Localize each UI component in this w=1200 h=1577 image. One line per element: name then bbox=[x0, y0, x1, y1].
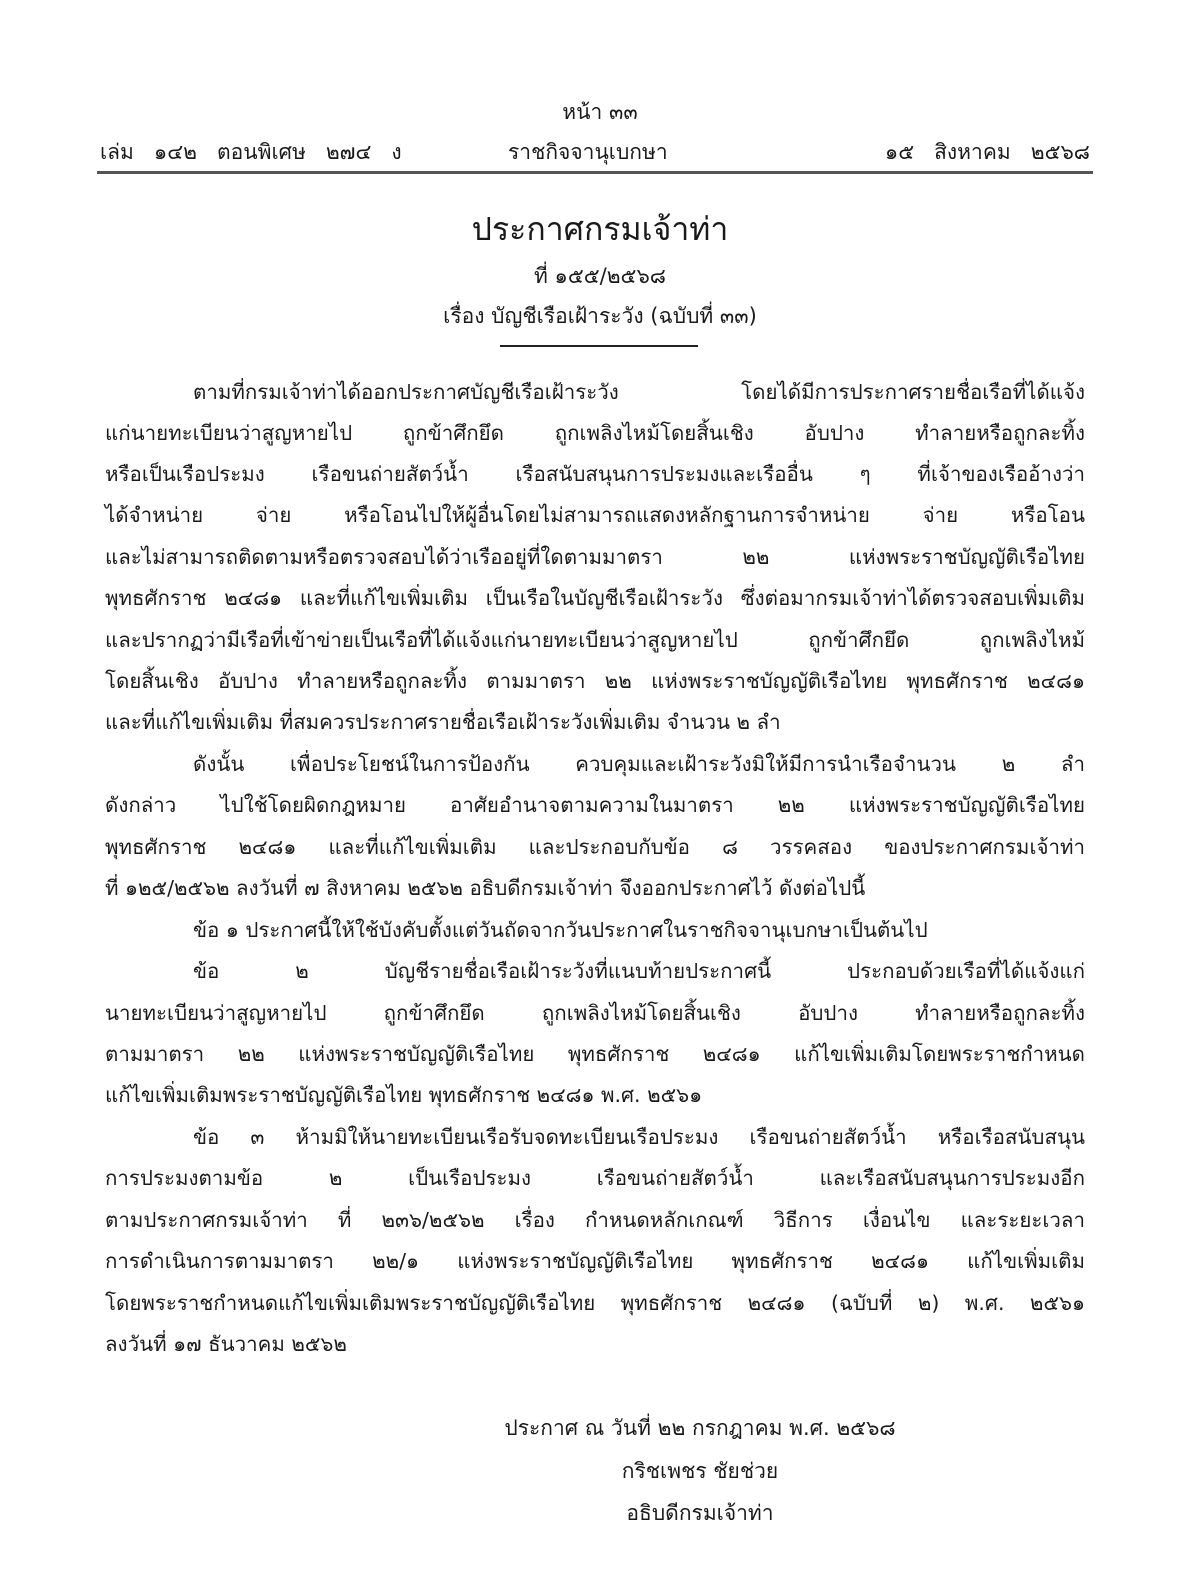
body-line: ลงวันที่ ๑๗ ธันวาคม ๒๕๖๒ bbox=[105, 1332, 347, 1356]
body-line: ตามมาตรา ๒๒ แห่งพระราชบัญญัติเรือไทย พุทธศักราช ๒๔๘๑ แก้ไขเพิ่มเติมโดยพระราชกำหนด bbox=[105, 1042, 1085, 1066]
announcement-subject: เรื่อง บัญชีเรือเฝ้าระวัง (ฉบับที่ ๓๓) bbox=[443, 304, 757, 328]
body-line: ดังนั้น เพื่อประโยชน์ในการป้องกัน ควบคุมและเฝ้าระวังมิให้มีการนำเรือจำนวน ๒ ลำ bbox=[193, 752, 1085, 776]
clause-2: ข้อ ๒ บัญชีรายชื่อเรือเฝ้าระวังที่แนบท้ายประกาศนี้ ประกอบด้วยเรือที่ได้แจ้งแก่ bbox=[193, 959, 1085, 983]
body-line: พุทธศักราช ๒๔๘๑ และที่แก้ไขเพิ่มเติม เป็นเรือในบัญชีเรือเฝ้าระวัง ซึ่งต่อมากรมเจ้าท่าได้ตรวจสอบเพิ่มเติม bbox=[105, 586, 1085, 610]
body-line: และที่แก้ไขเพิ่มเติม ที่สมควรประกาศรายชื่อเรือเฝ้าระวังเพิ่มเติม จำนวน ๒ ลำ bbox=[105, 710, 781, 734]
title-divider bbox=[500, 345, 698, 347]
body-line: หรือเป็นเรือประมง เรือขนถ่ายสัตว์น้ำ เรือสนับสนุนการประมงและเรืออื่น ๆ ที่เจ้าของเรืออ้างว่า bbox=[105, 462, 1085, 486]
header-divider bbox=[97, 171, 1093, 174]
gazette-name: ราชกิจจานุเบกษา bbox=[508, 140, 668, 164]
body-line: ตามประกาศกรมเจ้าท่า ที่ ๒๓๖/๒๕๖๒ เรื่อง กำหนดหลักเกณฑ์ วิธีการ เงื่อนไข และระยะเวลา bbox=[105, 1208, 1085, 1232]
body-line: ตามที่กรมเจ้าท่าได้ออกประกาศบัญชีเรือเฝ้าระวัง โดยได้มีการประกาศรายชื่อเรือที่ได้แจ้ง bbox=[193, 380, 1085, 404]
body-line: นายทะเบียนว่าสูญหายไป ถูกข้าศึกยึด ถูกเพลิงไหม้โดยสิ้นเชิง อับปาง ทำลายหรือถูกละทิ้ง bbox=[105, 1001, 1085, 1025]
gazette-header bbox=[100, 136, 1090, 166]
body-line: ที่ ๑๒๕/๒๕๖๒ ลงวันที่ ๗ สิงหาคม ๒๕๖๒ อธิบดีกรมเจ้าท่า จึงออกประกาศไว้ ดังต่อไปนี้ bbox=[105, 876, 866, 900]
clause-1: ข้อ ๑ ประกาศนี้ให้ใช้บังคับตั้งแต่วันถัดจากวันประกาศในราชกิจจานุเบกษาเป็นต้นไป bbox=[193, 918, 928, 942]
body-line: พุทธศักราช ๒๔๘๑ และที่แก้ไขเพิ่มเติม และประกอบกับข้อ ๘ วรรคสอง ของประกาศกรมเจ้าท่า bbox=[105, 835, 1085, 859]
announcement-title: ประกาศกรมเจ้าท่า bbox=[471, 210, 729, 248]
page-number: หน้า ๓๓ bbox=[562, 100, 638, 124]
body-line: การประมงตามข้อ ๒ เป็นเรือประมง เรือขนถ่ายสัตว์น้ำ และเรือสนับสนุนการประมงอีก bbox=[105, 1166, 1085, 1190]
announcement-number: ที่ ๑๕๕/๒๕๖๘ bbox=[534, 264, 666, 288]
body-line: โดยสิ้นเชิง อับปาง ทำลายหรือถูกละทิ้ง ตามมาตรา ๒๒ แห่งพระราชบัญญัติเรือไทย พุทธศักราช ๒๔๘๑ bbox=[105, 669, 1085, 693]
publication-date: ๑๕ สิงหาคม ๒๕๖๘ bbox=[884, 140, 1090, 164]
body-line: ได้จำหน่าย จ่าย หรือโอนไปให้ผู้อื่นโดยไม่สามารถแสดงหลักฐานการจำหน่าย จ่าย หรือโอน bbox=[105, 503, 1085, 527]
signatory-position: อธิบดีกรมเจ้าท่า bbox=[626, 1501, 774, 1525]
body-line: การดำเนินการตามมาตรา ๒๒/๑ แห่งพระราชบัญญัติเรือไทย พุทธศักราช ๒๔๘๑ แก้ไขเพิ่มเติม bbox=[105, 1249, 1085, 1273]
body-line: แก้ไขเพิ่มเติมพระราชบัญญัติเรือไทย พุทธศักราช ๒๔๘๑ พ.ศ. ๒๕๖๑ bbox=[105, 1083, 703, 1107]
body-line: และปรากฏว่ามีเรือที่เข้าข่ายเป็นเรือที่ได้แจ้งแก่นายทะเบียนว่าสูญหายไป ถูกข้าศึกยึด ถูกเพลิงไหม้ bbox=[105, 628, 1085, 652]
body-line: แก่นายทะเบียนว่าสูญหายไป ถูกข้าศึกยึด ถูกเพลิงไหม้โดยสิ้นเชิง อับปาง ทำลายหรือถูกละทิ้ง bbox=[105, 421, 1085, 445]
volume-issue: เล่ม ๑๔๒ ตอนพิเศษ ๒๗๔ ง bbox=[100, 140, 402, 164]
clause-3: ข้อ ๓ ห้ามมิให้นายทะเบียนเรือรับจดทะเบียนเรือประมง เรือขนถ่ายสัตว์น้ำ หรือเรือสนับสนุน bbox=[193, 1125, 1085, 1149]
body-line: ดังกล่าว ไปใช้โดยผิดกฎหมาย อาศัยอำนาจตามความในมาตรา ๒๒ แห่งพระราชบัญญัติเรือไทย bbox=[105, 793, 1085, 817]
announcement-date: ประกาศ ณ วันที่ ๒๒ กรกฎาคม พ.ศ. ๒๕๖๘ bbox=[504, 1416, 896, 1440]
body-line: และไม่สามารถติดตามหรือตรวจสอบได้ว่าเรืออยู่ที่ใดตามมาตรา ๒๒ แห่งพระราชบัญญัติเรือไทย bbox=[105, 545, 1085, 569]
body-line: โดยพระราชกำหนดแก้ไขเพิ่มเติมพระราชบัญญัติเรือไทย พุทธศักราช ๒๔๘๑ (ฉบับที่ ๒) พ.ศ. ๒๕๖๑ bbox=[105, 1291, 1085, 1315]
signatory-name: กริชเพชร ชัยช่วย bbox=[621, 1459, 779, 1483]
